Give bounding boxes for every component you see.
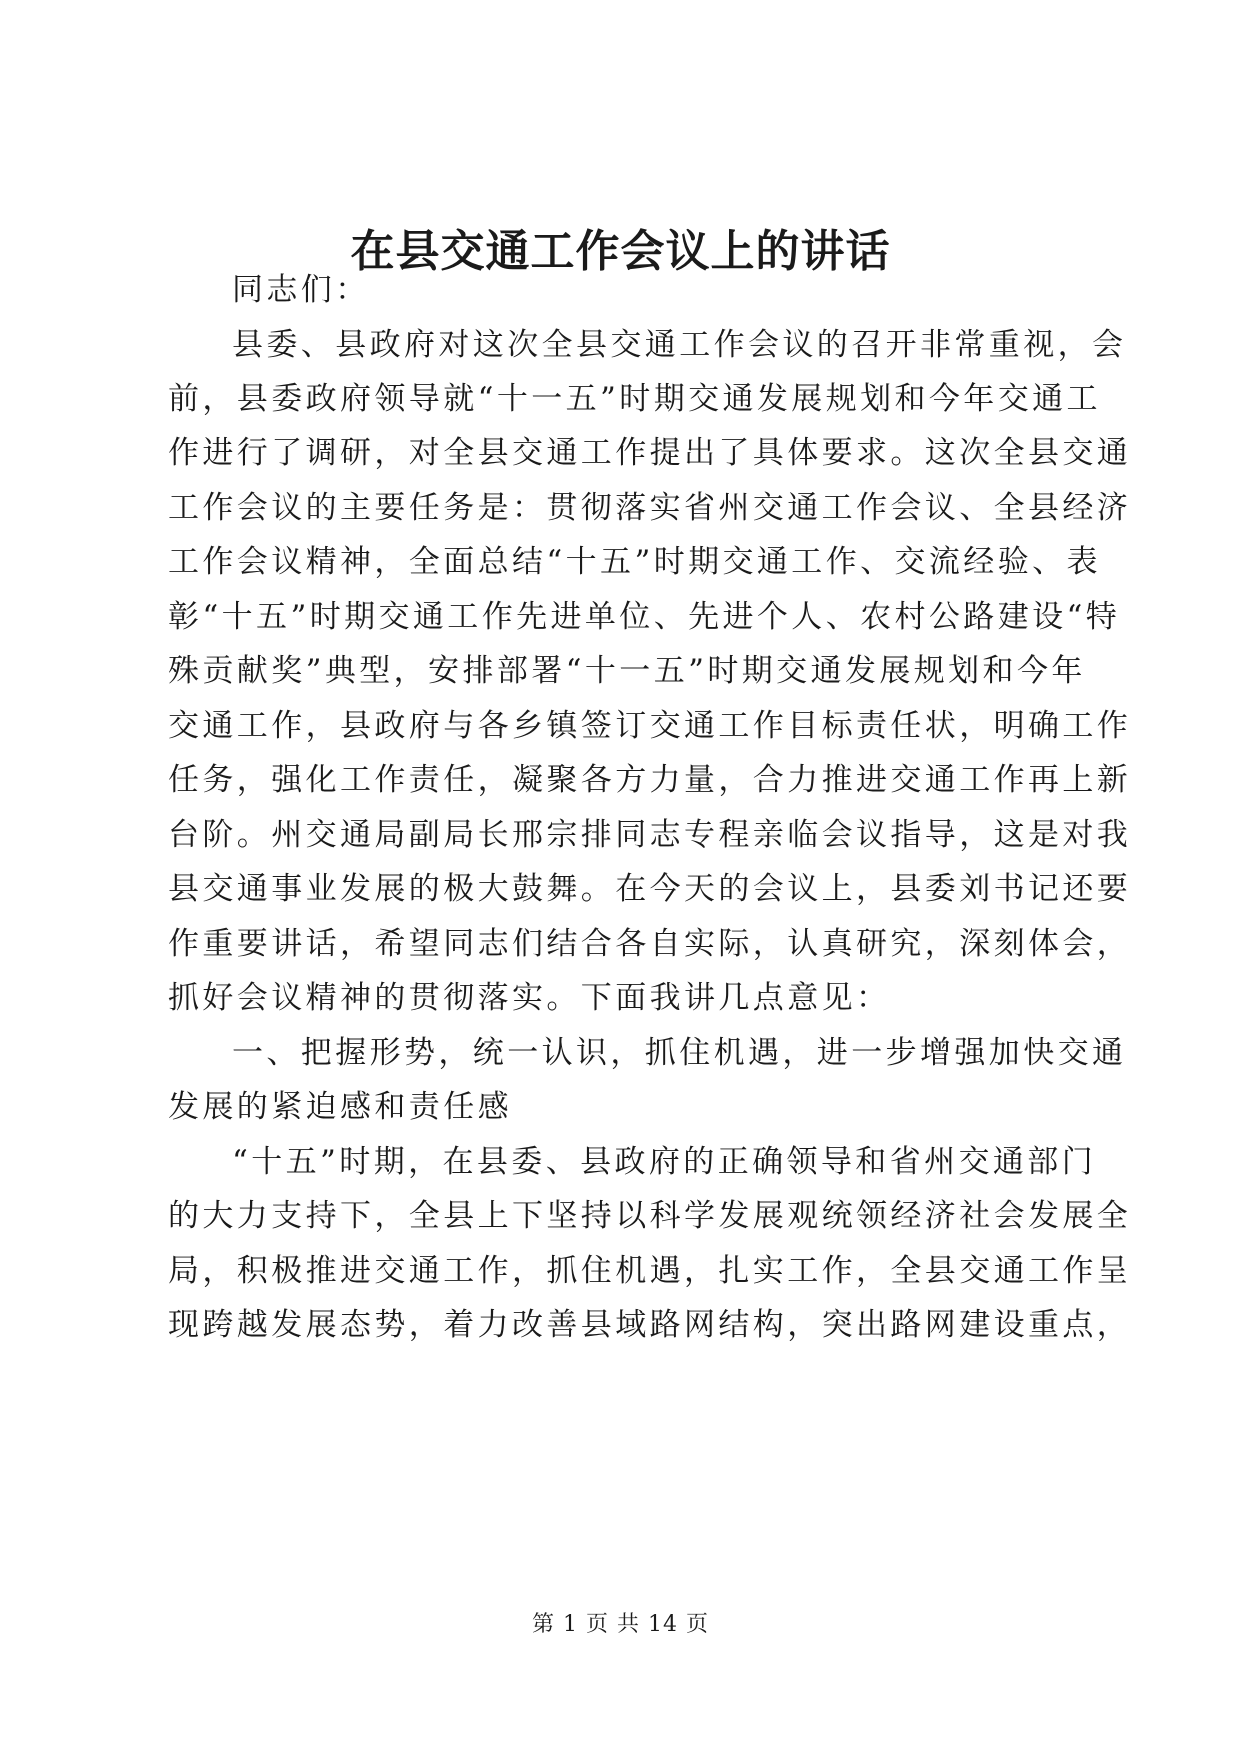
- paragraph-line: 的大力支持下，全县上下坚持以科学发展观统领经济社会发展全: [168, 1198, 1132, 1234]
- paragraph-line: 作重要讲话，希望同志们结合各自实际，认真研究，深刻体会，: [168, 926, 1132, 962]
- paragraph-line: 前，县委政府领导就“十一五”时期交通发展规划和今年交通工: [168, 381, 1101, 417]
- paragraph-line: 县委、县政府对这次全县交通工作会议的召开非常重视，会: [232, 327, 1127, 363]
- paragraph-line: 任务，强化工作责任，凝聚各方力量，合力推进交通工作再上新: [168, 762, 1132, 798]
- paragraph-line: 彰“十五”时期交通工作先进单位、先进个人、农村公路建设“特: [168, 599, 1121, 635]
- paragraph-line: 作进行了调研，对全县交通工作提出了具体要求。这次全县交通: [168, 435, 1132, 471]
- page-number-footer: 第 1 页 共 14 页: [532, 1612, 709, 1637]
- paragraph-line: 工作会议精神，全面总结“十五”时期交通工作、交流经验、表: [168, 544, 1101, 580]
- paragraph-line: 殊贡献奖”典型，安排部署“十一五”时期交通发展规划和今年: [168, 653, 1086, 689]
- salutation: 同志们：: [232, 272, 370, 308]
- paragraph-line: 台阶。州交通局副局长邢宗排同志专程亲临会议指导，这是对我: [168, 817, 1132, 853]
- document-title: 在县交通工作会议上的讲话: [350, 226, 891, 277]
- paragraph-line: 现跨越发展态势，着力改善县域路网结构，突出路网建设重点，: [168, 1307, 1132, 1343]
- paragraph-line: 交通工作，县政府与各乡镇签订交通工作目标责任状，明确工作: [168, 708, 1132, 744]
- section-heading-line: 发展的紧迫感和责任感: [168, 1089, 512, 1125]
- paragraph-line: 局，积极推进交通工作，抓住机遇，扎实工作，全县交通工作呈: [168, 1253, 1132, 1289]
- paragraph-line: 县交通事业发展的极大鼓舞。在今天的会议上，县委刘书记还要: [168, 871, 1132, 907]
- paragraph-line: 工作会议的主要任务是：贯彻落实省州交通工作会议、全县经济: [168, 490, 1132, 526]
- paragraph-line: 抓好会议精神的贯彻落实。下面我讲几点意见：: [168, 980, 891, 1016]
- section-heading-line: 一、把握形势，统一认识，抓住机遇，进一步增强加快交通: [232, 1035, 1127, 1071]
- paragraph-line: “十五”时期，在县委、县政府的正确领导和省州交通部门: [232, 1144, 1097, 1180]
